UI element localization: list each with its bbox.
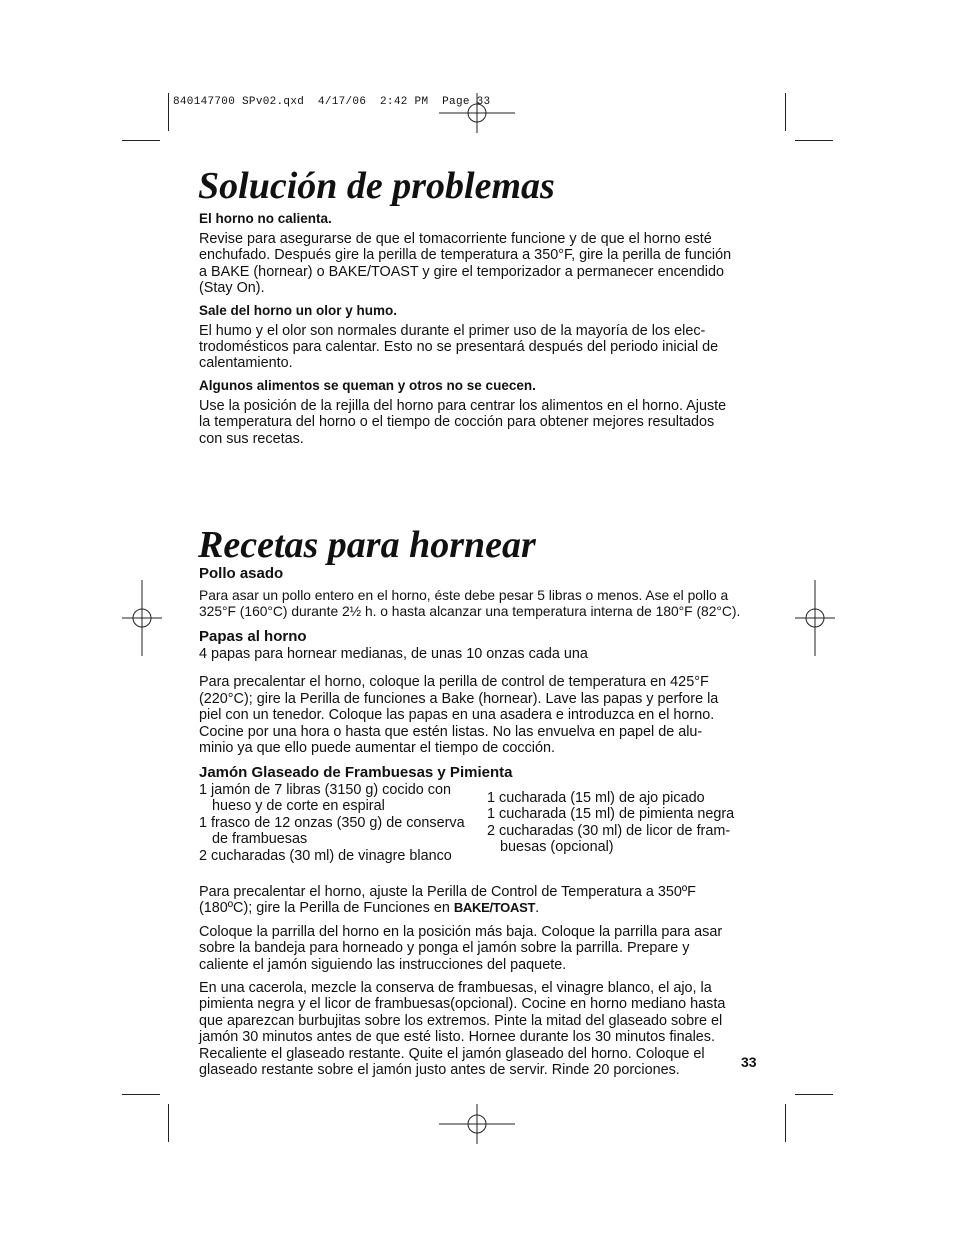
problem-answer	[199, 323, 764, 372]
registration-mark-right	[795, 580, 835, 656]
recipe-pollo	[199, 565, 764, 620]
instruction-line: En una cacerola, mezcle la conserva de frambuesas, el vinagre blanco, el ajo, la	[199, 980, 712, 997]
recipe-heading: Jamón Glaseado de Frambuesas y Pimienta	[199, 764, 513, 781]
answer-line: (Stay On).	[199, 280, 265, 297]
answer-line: Use la posición de la rejilla del horno para centrar los alimentos en el horno. Ajuste	[199, 397, 727, 414]
preheat-instructions	[199, 884, 769, 917]
answer-line: la temperatura del horno o el tiempo de cocción para obtener mejores resultados	[199, 414, 715, 431]
instruction-line: Para asar un pollo entero en el horno, éste debe pesar 5 libras o menos. Ase el pollo a	[199, 588, 729, 603]
instruction-line: caliente el jamón siguiendo las instrucciones del paquete.	[199, 956, 567, 973]
instruction-line: Recaliente el glaseado restante. Quite el jamón glaseado del horno. Coloque el	[199, 1045, 705, 1062]
problem-heading: El horno no calienta.	[199, 211, 332, 226]
instruction-line: Para precalentar el horno, ajuste la Perilla de Control de Temperatura a 350ºF	[199, 884, 696, 900]
page-number: 33	[741, 1054, 757, 1070]
recipe-instructions	[199, 588, 764, 620]
recipe-jamon	[199, 764, 769, 1078]
instruction-line: glaseado restante sobre el jamón justo antes de servir. Rinde 20 porciones.	[199, 1062, 680, 1079]
recipe-heading: Pollo asado	[199, 565, 284, 582]
answer-line: El humo y el olor son normales durante el primer uso de la mayoría de los elec-	[199, 322, 706, 339]
instruction-line: 325°F (160°C) durante 2½ h. o hasta alcanzar una temperatura interna de 180°F (82°C).	[199, 604, 741, 620]
ingredient-item: 1 cucharada (15 ml) de pimienta negra	[487, 806, 735, 823]
recipe-instructions	[199, 674, 764, 756]
instruction-line: piel con un tenedor. Coloque las papas en una asadera e introduzca en el horno.	[199, 707, 715, 724]
instruction-line: Coloque la parrilla del horno en la posición más baja. Coloque la parrilla para asar	[199, 923, 723, 940]
registration-mark-bottom	[439, 1104, 515, 1144]
instruction-line: pimienta negra y el licor de frambuesas(opcional). Cocine en horno mediano hasta	[199, 996, 726, 1013]
ingredient-item: 1 frasco de 12 onzas (350 g) de conserva de frambuesas	[199, 814, 465, 848]
answer-line: a BAKE (hornear) o BAKE/TOAST y gire el temporizador a permanecer encendido	[199, 263, 724, 280]
answer-line: con sus recetas.	[199, 430, 304, 447]
problem-answer	[199, 398, 764, 447]
answer-line: calentamiento.	[199, 355, 293, 372]
registration-mark-top	[439, 93, 515, 133]
ingredient-item: 2 cucharadas (30 ml) de licor de fram-buesas (opcional)	[487, 822, 731, 856]
ingredient-item: 1 cucharada (15 ml) de ajo picado	[487, 790, 705, 806]
ingredients-columns	[199, 782, 769, 864]
rack-instructions	[199, 924, 769, 973]
ingredient-item: 1 jamón de 7 libras (3150 g) cocido con hueso y de corte en espiral	[199, 782, 451, 815]
instruction-line	[199, 900, 769, 916]
troubleshooting-section	[199, 210, 764, 447]
instruction-text: (180ºC); gire la Perilla de Funciones en	[199, 900, 454, 917]
answer-line: trodomésticos para calentar. Esto no se presentará después del periodo inicial de	[199, 339, 719, 356]
ingredients-left	[199, 782, 469, 864]
registration-mark-left	[122, 580, 162, 656]
problem-heading: Algunos alimentos se queman y otros no se cuecen.	[199, 377, 536, 393]
ingredient-line: 4 papas para hornear medianas, de unas 10 onzas cada una	[199, 646, 588, 662]
instruction-line: (220°C); gire la Perilla de funciones a Bake (hornear). Lave las papas y perfore la	[199, 690, 719, 707]
recipe-papas	[199, 628, 764, 756]
instruction-line: Cocine por una hora o hasta que estén listas. No las envuelva en papel de alu-	[199, 723, 703, 740]
instruction-line: sobre la bandeja para horneado y ponga el jamón sobre la parrilla. Prepare y	[199, 940, 690, 957]
printer-slug: 840147700 SPv02.qxd 4/17/06 2:42 PM Page 33	[173, 96, 491, 108]
instruction-text: .	[535, 900, 540, 917]
ingredient-item: 2 cucharadas (30 ml) de vinagre blanco	[199, 847, 452, 864]
function-setting: BAKE/TOAST	[453, 900, 536, 916]
answer-line: enchufado. Después gire la perilla de temperatura a 350°F, gire la perilla de función	[199, 247, 732, 264]
troubleshooting-title: Solución de problemas	[198, 165, 555, 207]
answer-line: Revise para asegurarse de que el tomacorriente funcione y de que el horno esté	[199, 231, 712, 247]
recipes-title: Recetas para hornear	[198, 524, 536, 566]
recipe-heading: Papas al horno	[199, 628, 307, 645]
instruction-line: Para precalentar el horno, coloque la perilla de control de temperatura en 425°F	[199, 674, 709, 691]
ingredients-right	[487, 790, 767, 856]
instruction-line: jamón 30 minutos antes de que esté listo. Hornee durante los 30 minutos finales.	[199, 1029, 715, 1046]
problem-answer	[199, 231, 764, 297]
instruction-line: que aparezcan burbujitas sobre los extremos. Pinte la mitad del glaseado sobre el	[199, 1012, 723, 1029]
instruction-line: minio ya que ello puede aumentar el tiempo de cocción.	[199, 740, 555, 757]
glaze-instructions	[199, 980, 769, 1078]
problem-heading: Sale del horno un olor y humo.	[199, 302, 398, 318]
